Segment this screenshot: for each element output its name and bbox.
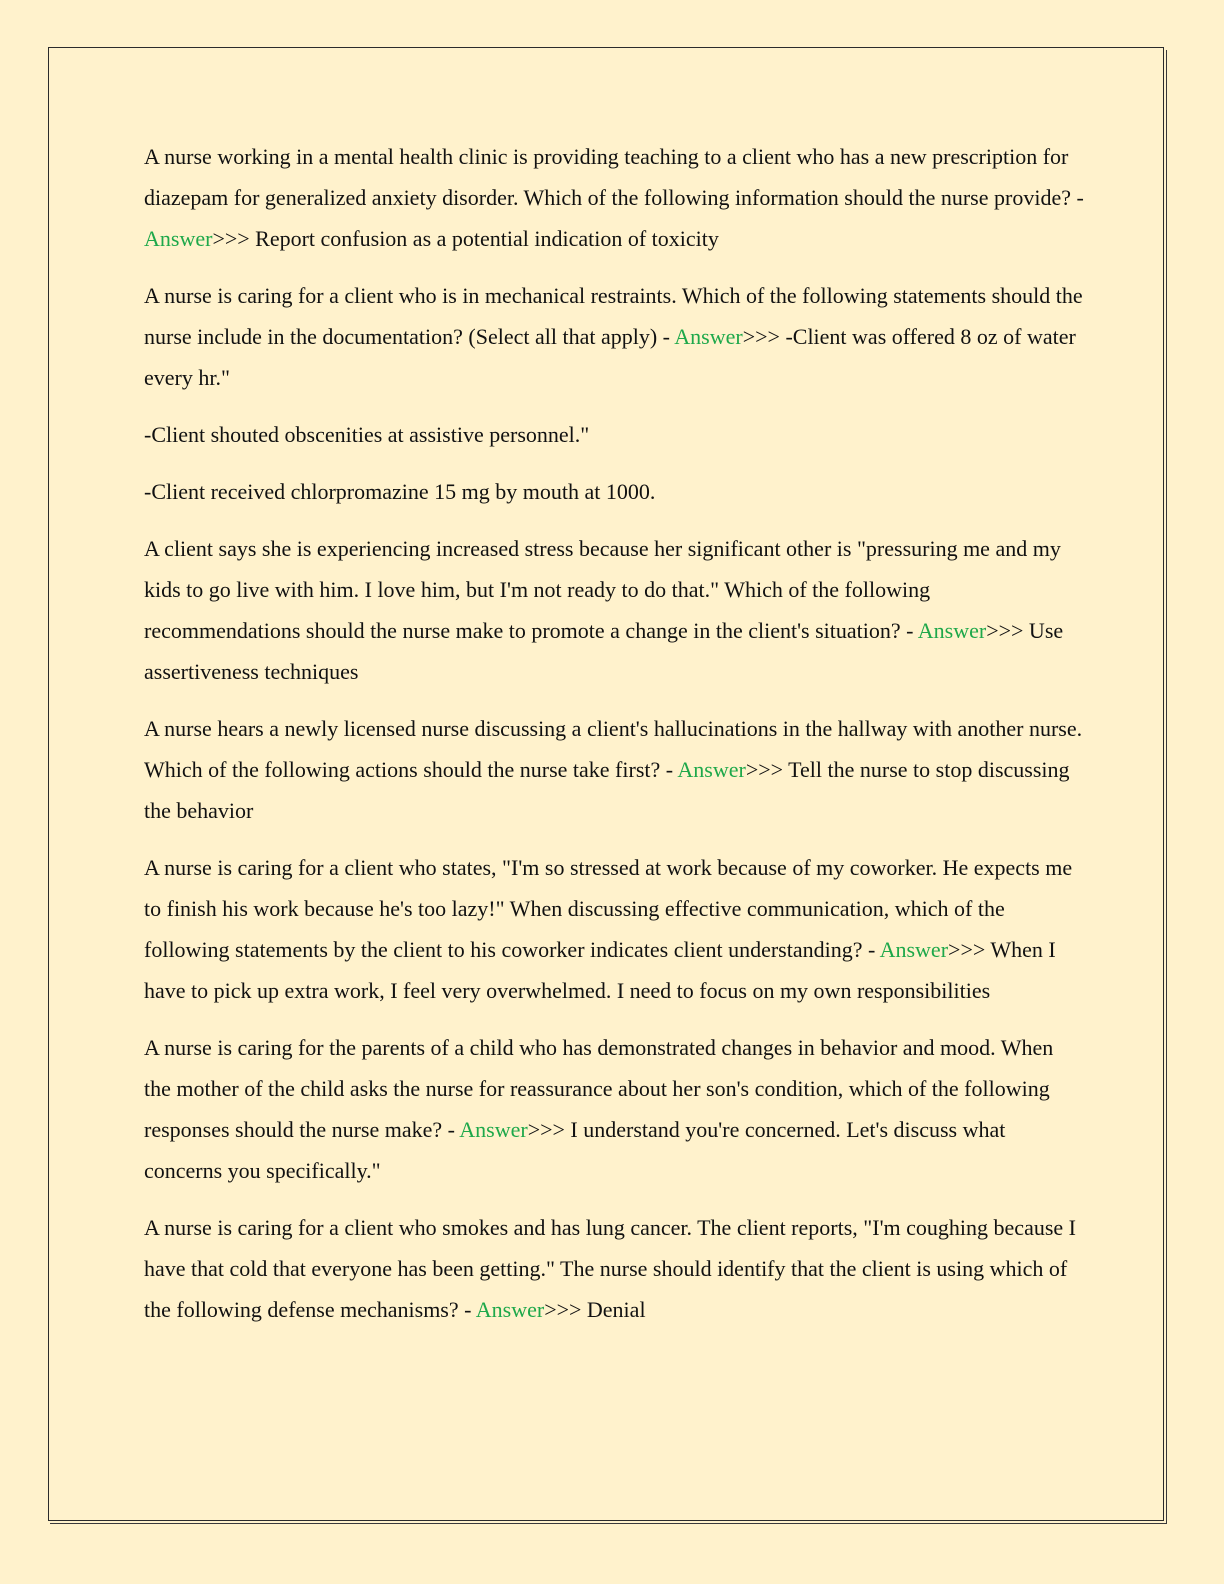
answer-continuation-1: -Client shouted obscenities at assistive personnel." [144,422,590,447]
question-text: A nurse is caring for a client who smokes and has lung cancer. The client reports, "I'm coughing because I have that cold that everyone has been getting." The nurse should identify that the client is using which of the following defense mechanisms? - [144,1215,1076,1322]
answer-text: >>> Tell the nurse to stop discussing the behavior [144,757,1070,823]
answer-label: Answer [674,324,743,349]
answer-label: Answer [917,618,987,643]
page-border-shadow-bottom [50,1523,1166,1524]
document-body [144,136,1084,1346]
answer-text: >>> When I have to pick up extra work, I feel very overwhelmed. I need to focus on my own responsibilities [144,937,1056,1003]
answer-text: >>> I understand you're concerned. Let's discuss what concerns you specifically." [144,1117,1006,1183]
answer-continuation-2: -Client received chlorpromazine 15 mg by mouth at 1000. [144,479,656,504]
question-text: A nurse is caring for a client who states, "I'm so stressed at work because of my coworker. He expects me to finish his work because he's too lazy!" When discussing effective communication, which of the following statements by the client to his coworker indicates client understanding? - [144,855,1073,962]
page-border-shadow-right [1166,50,1167,1524]
answer-text: >>> Report confusion as a potential indication of toxicity [212,226,719,251]
answer-label: Answer [677,757,746,782]
qa-paragraph-3 [144,528,1084,692]
qa-paragraph-2 [144,275,1084,398]
answer-label: Answer [475,1297,545,1322]
qa-paragraph-4 [144,708,1084,831]
answer-label: Answer [459,1117,528,1142]
answer-label: Answer [879,937,949,962]
qa-paragraph-1 [144,136,1084,259]
question-text: A client says she is experiencing increased stress because her significant other is "pressuring me and my kids to go live with him. I love him, but I'm not ready to do that." Which of the following recommendations should the nurse make to promote a change in the client's situation? - [144,536,1061,643]
answer-text: >>> -Client was offered 8 oz of water every hr." [144,324,1076,390]
answer-text: >>> Denial [544,1297,646,1322]
question-text: A nurse is caring for a client who is in mechanical restraints. Which of the following statements should the nurse include in the documentation? (Select all that apply) - [144,283,1083,349]
question-text: A nurse hears a newly licensed nurse discussing a client's hallucinations in the hallway with another nurse. Which of the following actions should the nurse take first? - [144,716,1083,782]
question-text: A nurse working in a mental health clinic is providing teaching to a client who has a new prescription for diazepam for generalized anxiety disorder. Which of the following information should the nurse provide? - [144,144,1084,210]
qa-paragraph-5 [144,847,1084,1011]
question-text: A nurse is caring for the parents of a child who has demonstrated changes in behavior and mood. When the mother of the child asks the nurse for reassurance about her son's condition, which of the following responses should the nurse make? - [144,1035,1054,1142]
qa-paragraph-7 [144,1207,1084,1330]
qa-paragraph-6 [144,1027,1084,1191]
answer-label: Answer [144,226,213,251]
answer-text: >>> Use assertiveness techniques [144,618,1064,684]
